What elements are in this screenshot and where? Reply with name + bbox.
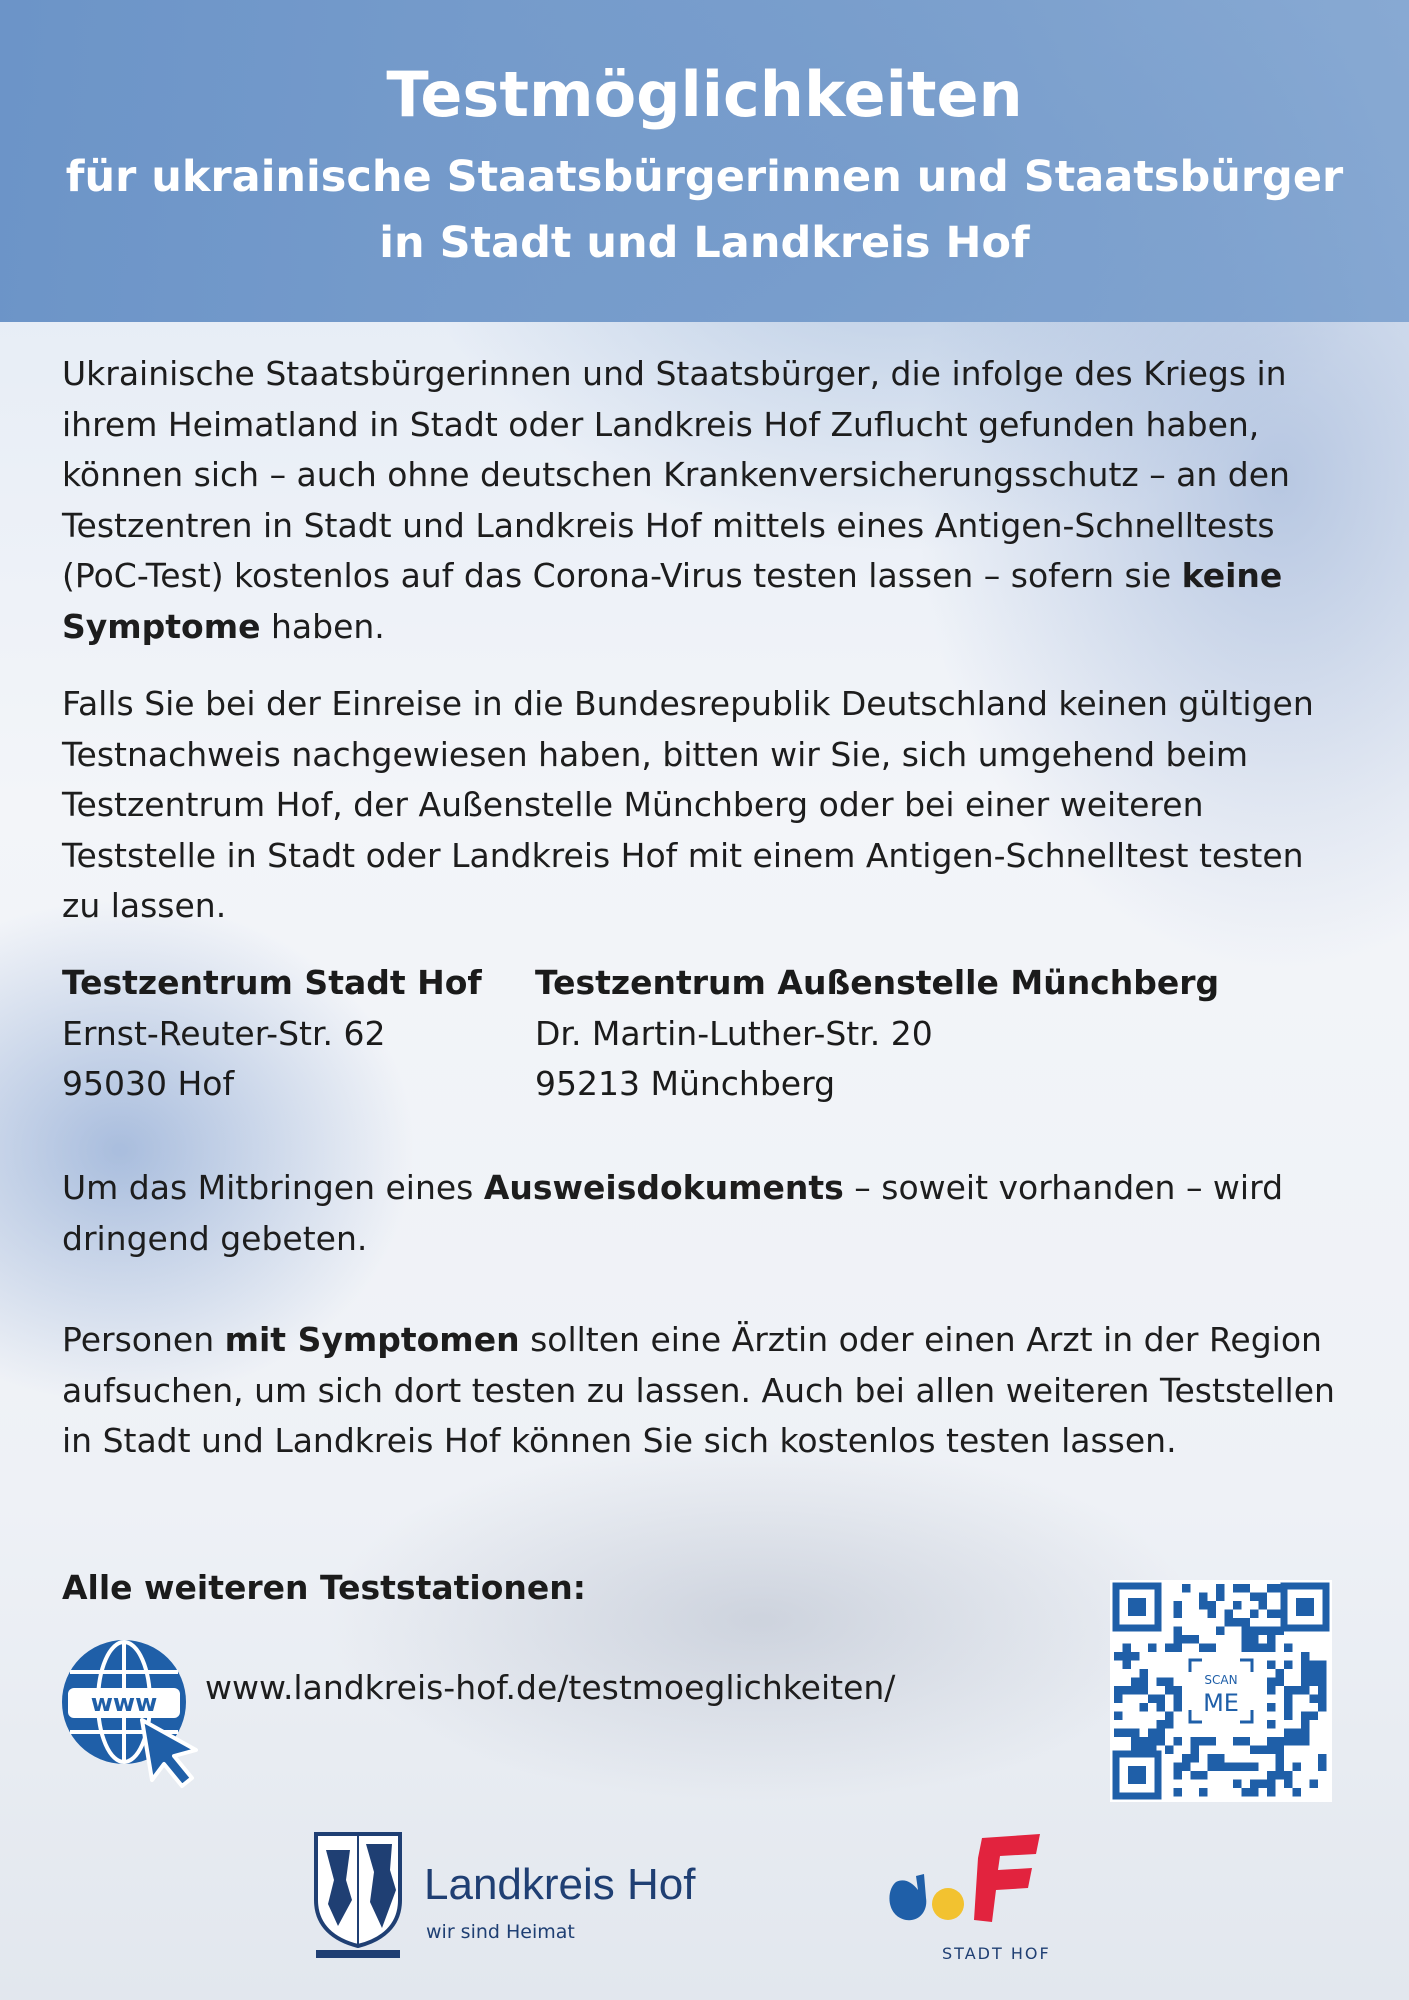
stations-link[interactable]: www.landkreis-hof.de/testmoeglichkeiten/ <box>205 1668 896 1707</box>
id-text: Um das Mitbringen eines <box>62 1168 474 1207</box>
address-street: Dr. Martin-Luther-Str. 20 <box>535 1013 933 1053</box>
globe-www-icon <box>60 1638 200 1790</box>
address-city: 95030 Hof <box>62 1064 235 1103</box>
page-subtitle-line-2: in Stadt und Landkreis Hof <box>379 218 1030 268</box>
entry-paragraph: Falls Sie bei der Einreise in die Bundesrepublik Deutschland keinen gültigen Testnachweis nachgewiesen haben, bitten wir Sie, sich umgehend beim Testzentrum Hof, der Außenstelle Münchberg oder bei einer weiteren Teststelle in Stadt oder Landkreis Hof mit einem Antigen-Schnelltest testen zu lassen. <box>62 684 1314 925</box>
qr-scan-label: SCAN <box>1204 1673 1238 1687</box>
symptoms-bold-text: mit Symptomen <box>224 1320 520 1359</box>
intro-bold-text: keine Symptome <box>62 556 1283 646</box>
page-subtitle-line-1: für ukrainische Staatsbürgerinnen und Staatsbürger <box>65 152 1344 202</box>
intro-text-end: haben. <box>271 606 385 646</box>
page-title: Testmöglichkeiten <box>386 58 1023 131</box>
address-street: Ernst-Reuter-Str. 62 <box>62 1013 386 1053</box>
landkreis-tagline: wir sind Heimat <box>426 1921 575 1943</box>
id-bold-text: Ausweisdokuments <box>483 1168 844 1207</box>
header-banner <box>0 0 1409 322</box>
hof-letters-icon <box>882 1830 1052 1942</box>
address-block-hof <box>62 958 482 1110</box>
qr-me-label: ME <box>1203 1689 1239 1717</box>
more-stations-heading: Alle weiteren Teststationen: <box>62 1568 586 1607</box>
symptoms-paragraph <box>62 1315 1352 1467</box>
symptoms-text: Personen <box>62 1320 215 1359</box>
address-name: Testzentrum Stadt Hof <box>62 963 482 1002</box>
id-text-end: – soweit vorhanden – wird dringend gebeten. <box>62 1168 1284 1258</box>
address-name: Testzentrum Außenstelle Münchberg <box>535 963 1220 1002</box>
address-block-muenchberg <box>535 958 1219 1110</box>
id-document-paragraph <box>62 1163 1352 1264</box>
symptoms-text-end: sollten eine Ärztin oder einen Arzt in der Region aufsuchen, um sich dort testen zu lassen. Auch bei allen weiteren Teststellen in Stadt und Landkreis Hof können Sie sich kostenlos testen lassen. <box>62 1320 1335 1460</box>
coat-of-arms-icon <box>312 1830 404 1960</box>
address-city: 95213 Münchberg <box>535 1064 836 1103</box>
stadt-hof-label: STADT HOF <box>942 1944 1051 1963</box>
intro-text: Ukrainische Staatsbürgerinnen und Staatsbürger, die infolge des Kriegs in ihrem Heimatland in Stadt oder Landkreis Hof Zuflucht gefunden haben, können sich – auch ohne deutschen Krankenversicherungsschutz – an den Testzentren in Stadt und Landkreis Hof mittels eines Antigen-Schnelltests (PoC-Test) kostenlos auf das Corona-Virus testen lassen – sofern sie <box>62 354 1290 595</box>
www-icon-label: www <box>90 1689 158 1717</box>
stadt-hof-logo <box>882 1830 1052 1970</box>
intro-paragraph <box>62 349 1352 652</box>
landkreis-name: Landkreis Hof <box>424 1860 696 1909</box>
landkreis-hof-logo <box>312 1830 732 1960</box>
qr-code[interactable] <box>1110 1580 1332 1802</box>
